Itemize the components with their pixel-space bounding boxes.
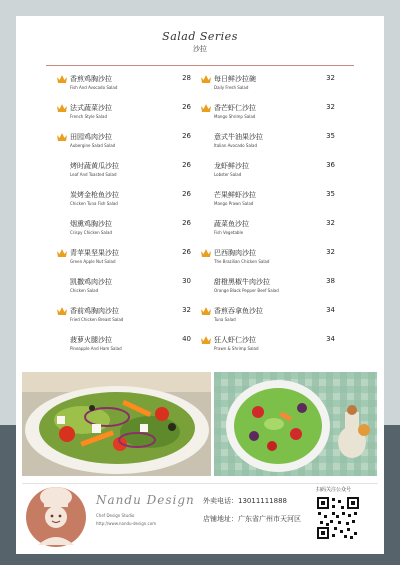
menu-column-left <box>57 74 191 364</box>
menu-item <box>201 74 335 103</box>
menu-item <box>201 103 335 132</box>
brand-tagline: Chef Design Studio <box>96 513 135 518</box>
dish-name: 凯撒鸡肉沙拉 <box>70 278 112 286</box>
dish-name: 香煎鸡胸沙拉 <box>70 75 112 83</box>
dish-name: 芒果鲜虾沙拉 <box>214 191 256 199</box>
menu-item <box>201 219 335 248</box>
dish-price: 26 <box>182 132 191 140</box>
dish-price: 34 <box>326 335 335 343</box>
dish-price: 34 <box>326 306 335 314</box>
qr-code <box>316 496 360 540</box>
menu-page <box>16 16 384 554</box>
address-label: 店铺地址： <box>203 515 238 523</box>
dish-price: 32 <box>326 103 335 111</box>
phone-info <box>203 496 287 506</box>
dish-name: 青苹果坚果沙拉 <box>70 249 119 257</box>
menu-item <box>201 306 335 335</box>
dish-english-name: Chicken Tuna Fish Salad <box>70 201 118 206</box>
menu-item <box>57 161 191 190</box>
menu-item <box>57 306 191 335</box>
dish-english-name: Daily Fresh Salad <box>214 85 249 90</box>
dish-english-name: Fish Vegetable <box>214 230 244 235</box>
menu-header <box>16 30 384 54</box>
menu-item <box>201 277 335 306</box>
dish-english-name: Leaf And Toasted Salad <box>70 172 117 177</box>
dish-price: 32 <box>326 74 335 82</box>
menu-item <box>57 103 191 132</box>
dish-english-name: French Style Salad <box>70 114 107 119</box>
dish-price: 35 <box>326 132 335 140</box>
dish-name: 法式蔬菜沙拉 <box>70 104 112 112</box>
dish-english-name: Italian Avocado Salad <box>214 143 257 148</box>
dish-english-name: Lobster Salad <box>214 172 242 177</box>
dish-price: 35 <box>326 190 335 198</box>
section-title: 沙拉 <box>193 45 207 53</box>
address-info <box>203 514 301 524</box>
address-value: 广东省广州市天河区 <box>238 515 301 523</box>
menu-column-right <box>201 74 335 364</box>
dish-name: 菠萝火腿沙拉 <box>70 336 112 344</box>
crown-icon <box>201 104 211 112</box>
dish-name: 巴西胸肉沙拉 <box>214 249 256 257</box>
dish-english-name: Mango Prawn Salad <box>214 201 254 206</box>
dish-english-name: Fried Chicken Breast Salad <box>70 317 124 322</box>
dish-name: 蔬菜鱼沙拉 <box>214 220 249 228</box>
dish-price: 26 <box>182 161 191 169</box>
crown-icon <box>57 307 67 315</box>
dish-name: 香前鸡胸肉沙拉 <box>70 307 119 315</box>
dish-english-name: Chicken Salad <box>70 288 99 293</box>
dish-price: 38 <box>326 277 335 285</box>
dish-english-name: Mango Shrimp Salad <box>214 114 256 119</box>
dish-name: 狂人虾仁沙拉 <box>214 336 256 344</box>
dish-price: 26 <box>182 219 191 227</box>
crown-icon <box>201 307 211 315</box>
dish-name: 田园鸡肉沙拉 <box>70 133 112 141</box>
brand-name: Nandu Design <box>96 493 195 507</box>
dish-price: 26 <box>182 248 191 256</box>
crown-icon <box>201 249 211 257</box>
dish-name: 香煎吞拿鱼沙拉 <box>214 307 263 315</box>
menu-item <box>201 248 335 277</box>
menu-item <box>57 277 191 306</box>
dish-english-name: Fish And Avocado Salad <box>70 85 118 90</box>
dish-name: 炭烤金枪鱼沙拉 <box>70 191 119 199</box>
menu-item <box>201 335 335 364</box>
dish-price: 32 <box>326 248 335 256</box>
crown-icon <box>57 75 67 83</box>
dish-price: 28 <box>182 74 191 82</box>
dish-price: 30 <box>182 277 191 285</box>
dish-price: 26 <box>182 103 191 111</box>
chef-logo <box>24 483 88 549</box>
crown-icon <box>57 104 67 112</box>
salad-photo-right <box>214 372 377 476</box>
dish-english-name: Prawn & Shrimp Salad <box>214 346 259 351</box>
phone-number: 13011111888 <box>238 497 287 505</box>
dish-price: 26 <box>182 190 191 198</box>
menu-item <box>201 190 335 219</box>
crown-icon <box>201 336 211 344</box>
dish-english-name: The Brazilian Chicken Salad <box>214 259 270 264</box>
menu-item <box>57 132 191 161</box>
salad-photo-left <box>22 372 211 476</box>
dish-price: 32 <box>326 219 335 227</box>
header-divider <box>46 65 354 66</box>
dish-price: 32 <box>182 306 191 314</box>
dish-name: 意式牛油果沙拉 <box>214 133 263 141</box>
dish-name: 甜橙黑椒牛肉沙拉 <box>214 278 270 286</box>
dish-name: 烟熏鸡胸沙拉 <box>70 220 112 228</box>
menu-item <box>57 335 191 364</box>
dish-english-name: Crispy Chicken Salad <box>70 230 112 235</box>
dish-name: 烤时蔬黄瓜沙拉 <box>70 162 119 170</box>
dish-name: 每日鲜沙拉碗 <box>214 75 256 83</box>
menu-item <box>201 132 335 161</box>
menu-item <box>57 190 191 219</box>
menu-item <box>201 161 335 190</box>
dish-english-name: Orange Black Pepper Beef Salad <box>214 288 279 293</box>
dish-english-name: Aubergine Salad Salad <box>70 143 116 148</box>
menu-item <box>57 74 191 103</box>
dish-english-name: Green Apple Nut Salad <box>70 259 116 264</box>
qr-label: 扫码关注公众号 <box>316 487 352 493</box>
dish-name: 香芒虾仁沙拉 <box>214 104 256 112</box>
dish-price: 36 <box>326 161 335 169</box>
crown-icon <box>57 249 67 257</box>
script-title: Salad Series <box>162 30 238 43</box>
menu-item <box>57 219 191 248</box>
dish-english-name: Tuna Salad <box>214 317 236 322</box>
dish-english-name: Pineapple And Ham Salad <box>70 346 122 351</box>
menu-item <box>57 248 191 277</box>
crown-icon <box>201 75 211 83</box>
phone-label: 外卖电话： <box>203 497 238 505</box>
brand-website: http://www.nandu-design.com <box>96 521 157 526</box>
crown-icon <box>57 133 67 141</box>
dish-price: 40 <box>182 335 191 343</box>
dish-name: 龙虾鲜沙拉 <box>214 162 249 170</box>
